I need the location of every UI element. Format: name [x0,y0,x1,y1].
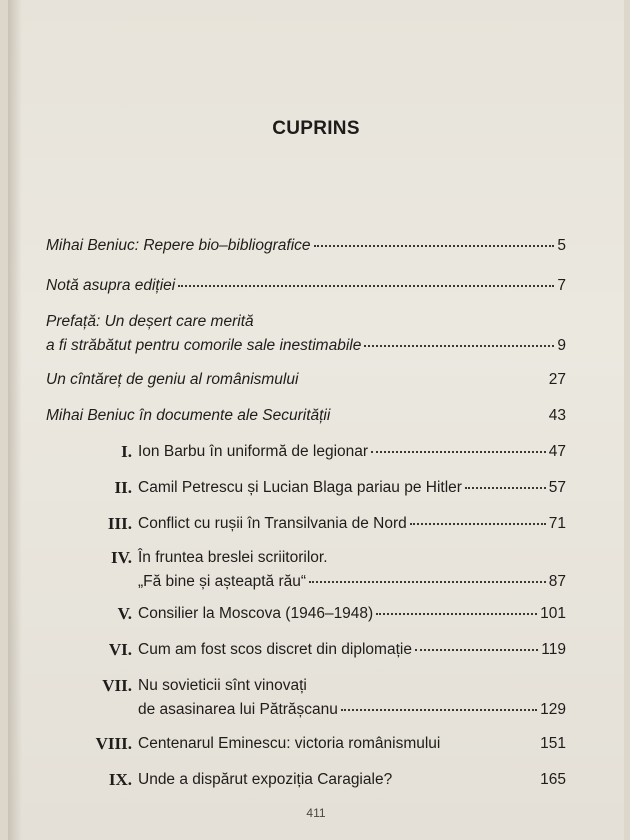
toc-entry-page: 7 [557,277,566,294]
toc-entry-title-line-2: a fi străbătut pentru comorile sale inestimabile [46,337,362,354]
toc-entry-securitate [46,406,566,426]
chapter-number: I. [121,442,132,461]
page-title: CUPRINS [272,118,360,139]
toc-entry-page: 9 [557,337,566,354]
chapter-title-line-2: de asasinarea lui Pătrășcanu [138,701,338,718]
toc-entry-title: Mihai Beniuc: Repere bio–bibliografice [46,237,311,254]
toc-entry-repere [46,236,566,256]
chapter-page: 71 [548,515,566,532]
toc-entry-prefata [46,312,566,356]
chapter-number: V. [117,604,132,623]
chapter-page: 129 [540,701,566,718]
chapter-title: Centenarul Eminescu: victoria românismului [138,735,441,752]
book-page [8,0,624,840]
chapter-number: IX. [108,770,132,789]
chapter-number: II. [114,478,132,497]
chapter-page: 165 [540,771,566,788]
chapter-number: IV. [111,548,132,567]
chapter-page: 119 [541,641,566,658]
toc-entry-page: 43 [548,407,566,424]
toc-entry-nota [46,276,566,296]
chapter-title-line-1: În fruntea breslei scriitorilor. [138,549,328,566]
chapter-title: Cum am fost scos discret din diplomație [138,641,412,658]
page-number: 411 [306,806,326,820]
chapter-number: VIII. [95,734,132,753]
chapter-page: 151 [540,735,566,752]
chapter-number: III. [107,514,132,533]
chapter-title: Unde a dispărut expoziția Caragiale? [138,771,393,788]
chapter-page: 101 [540,605,566,622]
chapter-title: Consilier la Moscova (1946–1948) [138,605,374,622]
toc-entry-title-line-1: Prefață: Un deșert care merită [46,313,254,330]
toc-entry-cintaret [46,370,566,390]
toc-entry-title: Notă asupra ediției [46,277,176,294]
chapter-number: VII. [102,676,132,695]
chapter-number: VI. [108,640,132,659]
chapter-title-line-1: Nu sovieticii sînt vinovați [138,677,307,694]
toc-entry-title: Mihai Beniuc în documente ale Securității [46,407,331,424]
chapter-page: 57 [548,479,566,496]
chapter-title: Conflict cu rușii în Transilvania de Nord [138,515,407,532]
chapter-title-line-2: „Fă bine și așteaptă rău“ [138,573,307,590]
chapter-title: Ion Barbu în uniformă de legionar [138,443,369,460]
toc-entry-title: Un cîntăreț de geniu al românismului [46,371,299,388]
toc-entry-page: 27 [548,371,566,388]
toc-entry-page: 5 [557,237,566,254]
chapter-title: Camil Petrescu și Lucian Blaga pariau pe Hitler [138,479,462,496]
chapter-page: 87 [548,573,566,590]
chapter-page: 47 [548,443,566,460]
